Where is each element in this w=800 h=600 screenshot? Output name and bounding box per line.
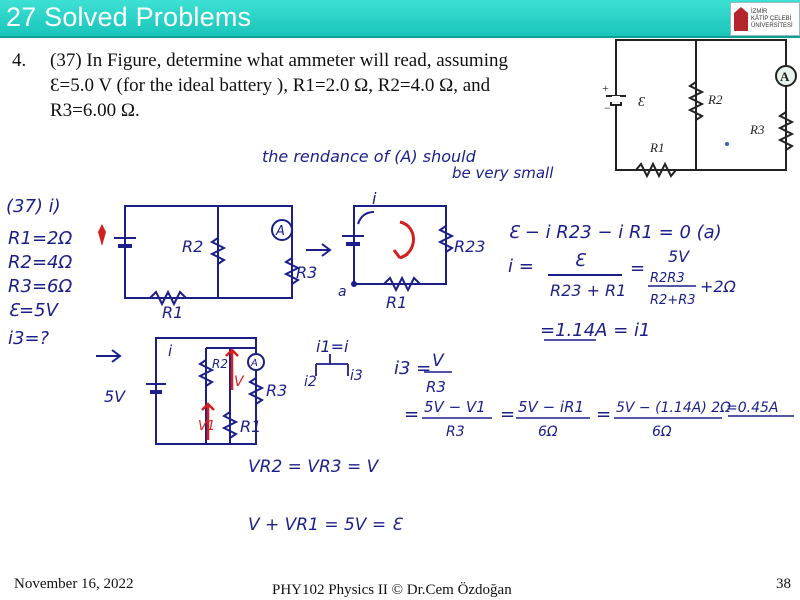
given-i3: i3=?	[8, 328, 50, 349]
equation-plus-r1: +2Ω	[700, 277, 736, 296]
sketch3-ammeter-label: A	[251, 358, 258, 369]
figure-dot	[725, 142, 729, 146]
long-eq-num-2: 5V − iR1	[518, 398, 585, 416]
equation-i-label: i =	[508, 256, 534, 277]
sketch1-loop	[125, 206, 292, 298]
voltage-sum: V + VR1 = 5V = Ɛ	[248, 515, 402, 535]
sketch2-i-label: i	[372, 189, 377, 208]
given-emf: Ɛ=5V	[8, 300, 58, 321]
sketch2-loop	[354, 206, 446, 284]
figure-emf-label: Ɛ	[638, 95, 645, 110]
logo-line-1: İZMİR	[751, 8, 768, 15]
sketch3-v1-label: V1	[198, 419, 216, 434]
sketch2-current-arrow	[358, 212, 374, 224]
footer-date: November 16, 2022	[14, 576, 134, 592]
arrow-right-icon-2	[96, 350, 120, 362]
figure-battery-gap	[612, 96, 620, 104]
equation-den-r2r3: R2R3	[650, 271, 685, 286]
problem-line-3: R3=6.00 Ω.	[50, 100, 140, 121]
problem-line-1: (37) In Figure, determine what ammeter will read, assuming	[50, 50, 508, 71]
figure-ammeter-label: A	[780, 69, 790, 84]
equation-den-1: R23 + R1	[550, 281, 627, 300]
problem-number: 4.	[12, 50, 27, 71]
sketch1-r1-label: R1	[162, 303, 184, 322]
figure-minus-label: −	[604, 101, 611, 115]
long-eq-num-3: 5V − (1.14A) 2Ω	[616, 400, 731, 416]
sketch1-r2-label: R2	[182, 237, 204, 256]
footer-course: PHY102 Physics II © Dr.Cem Özdoğan	[272, 582, 512, 598]
sketch3-i-label: i	[168, 342, 173, 360]
junction-i3-label: i3	[350, 368, 363, 384]
i3-numerator: V	[432, 351, 444, 371]
long-eq-den-1: R3	[446, 424, 465, 440]
given-r2: R2=4Ω	[8, 252, 73, 273]
logo-line-2: KÂTİP ÇELEBİ	[751, 15, 792, 22]
long-eq-den-3: 6Ω	[652, 424, 672, 440]
sketch2-point-a	[351, 281, 357, 287]
equation-num-emf: Ɛ	[574, 250, 586, 271]
sketch2-r23-label: R23	[454, 237, 486, 256]
figure-plus-label: +	[602, 81, 609, 95]
sketch-circuit-1	[114, 206, 298, 304]
figure-r3-label: R3	[750, 122, 765, 137]
junction-branch-icon	[316, 354, 348, 376]
i3-denominator: R3	[426, 378, 446, 396]
junction-i1-label: i1=i	[316, 337, 349, 356]
sketch3-v-label: V	[234, 374, 244, 390]
long-eq-result: =0.45A	[726, 400, 779, 416]
equation-num-5v: 5V	[668, 247, 690, 266]
long-eq-den-2: 6Ω	[538, 424, 558, 440]
sketch2-loop-arrow-icon	[394, 222, 414, 258]
circuit-figure	[606, 40, 796, 176]
long-eq-num-1: 5V − V1	[424, 398, 486, 416]
voltage-equality: VR2 = VR3 = V	[248, 457, 379, 477]
footer-page-number: 38	[776, 576, 791, 592]
i3-equation-label: i3 =	[394, 358, 432, 379]
sketch3-r1-label: R1	[240, 417, 262, 436]
sketch-circuit-2	[342, 206, 452, 290]
given-r3: R3=6Ω	[8, 276, 73, 297]
sketch3-5v-label: 5V	[104, 387, 126, 406]
equation-loop: Ɛ − i R23 − i R1 = 0 (a)	[508, 222, 722, 243]
long-eq-equals-2: =	[500, 404, 516, 425]
sketch1-current-arrow-icon	[98, 224, 106, 246]
problem-line-2: Ɛ=5.0 V (for the ideal battery ), R1=2.0 Ω, R2=4.0 Ω, and	[50, 75, 491, 96]
sketch3-r2-label: R2	[212, 357, 228, 371]
sketch2-r1-label: R1	[386, 293, 408, 312]
arrow-right-icon	[306, 244, 330, 256]
note-ammeter-resistance: the rendance of (A) should	[262, 147, 476, 166]
figure-r1-label: R1	[650, 140, 665, 155]
sketch2-a-label: a	[338, 284, 347, 300]
equation-equals: =	[630, 258, 646, 279]
equation-den-r2-plus-r3: R2+R3	[650, 293, 696, 308]
note-very-small: be very small	[452, 164, 554, 182]
sketch1-ammeter-label: A	[276, 224, 285, 239]
logo-line-3: ÜNİVERSİTESİ	[751, 22, 793, 29]
junction-i2-label: i2	[304, 374, 317, 390]
slide-title: 27 Solved Problems	[6, 2, 252, 32]
long-eq-equals: =	[404, 404, 420, 425]
given-label: (37) i)	[6, 196, 61, 217]
given-r1: R1=2Ω	[8, 228, 73, 249]
sketch1-r3-label: R3	[296, 263, 318, 282]
figure-r2-label: R2	[708, 92, 723, 107]
sketch3-r3-label: R3	[266, 381, 288, 400]
equation-current-result: =1.14A = i1	[540, 320, 651, 341]
long-eq-equals-3: =	[596, 404, 612, 425]
